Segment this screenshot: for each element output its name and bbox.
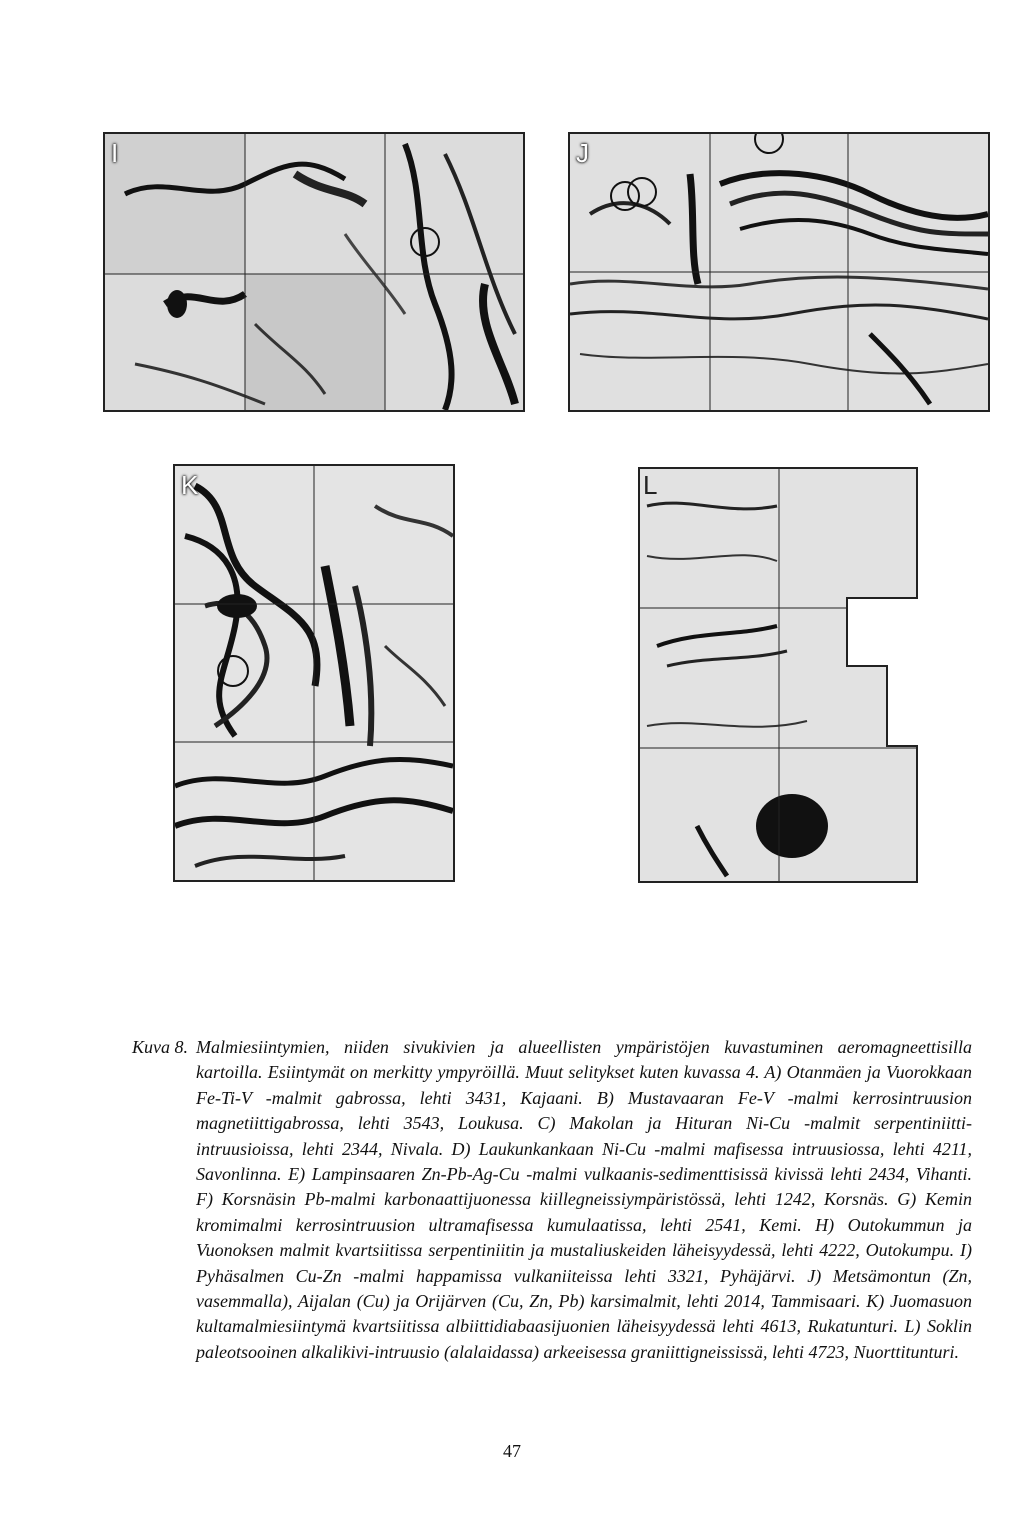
panel-letter: I [111, 138, 119, 168]
caption-label: Kuva 8. [132, 1037, 188, 1057]
map-panel-k [173, 464, 455, 882]
panel-letter: K [181, 470, 199, 500]
page-number: 47 [503, 1441, 521, 1461]
map-panel-l [637, 466, 919, 884]
aeromagnetic-map-j [570, 134, 988, 410]
aeromagnetic-map-l [637, 466, 919, 884]
panel-letter: J [576, 138, 589, 168]
panel-letter: L [643, 470, 658, 500]
map-panel-i [103, 132, 525, 412]
aeromagnetic-map-i [105, 134, 523, 410]
map-panel-j [568, 132, 990, 412]
aeromagnetic-map-k [175, 466, 453, 880]
caption-text: Malmiesiintymien, niiden sivukivien ja alueellisten ympäristöjen kuvastuminen aeromagneettisilla kartoilla. Esiintymät on merkitty ympyröillä. Muut selitykset kuten kuvassa 4. A) Otanmäen ja Vuorokkaan Fe-Ti-V -malmit gabrossa, lehti 3431, Kajaani. B) Mustavaaran Fe-V -malmi kerrosintruusion magnetiittigabrossa, lehti 3543, Loukusa. C) Makolan ja Hituran Ni-Cu -malmit serpentiniitti-intruusioissa, lehti 2344, Nivala. D) Laukunkankaan Ni-Cu -malmi mafisessa intruusiossa, lehti 4211, Savonlinna. E) Lampinsaaren Zn-Pb-Ag-Cu -malmi vulkaanis-sedimenttisissä kivissä lehti 2434, Vihanti. F) Korsnäsin Pb-malmi karbonaattijuonessa kiillegneissiympäristössä, lehti 1242, Korsnäs. G) Kemin kromimalmi kerrosintruusion ultramafisessa kumulaatissa, lehti 2541, Kemi. H) Outokummun ja Vuonoksen malmit kvartsiitissa serpentiniitin ja mustaliuskeiden läheisyydessä, lehti 4222, Outokumpu. I) Pyhäsalmen Cu-Zn -malmi happamissa vulkaniiteissa lehti 3321, Pyhäjärvi. J) Metsämontun (Zn, vasemmalla), Aijalan (Cu) ja Orijärven (Cu, Zn, Pb) karsimalmit, lehti 2014, Tammisaari. K) Juomasuon kultamalmiesiintymä kvartsiitissa albiittidiabaasijuonien läheisyydessä lehti 4613, Rukatunturi. L) Soklin paleotsooinen alkalikivi-intruusio (alalaidassa) arkeeisessa graniittigneississä, lehti 4723, Nuorttitunturi. [196, 1037, 972, 1362]
